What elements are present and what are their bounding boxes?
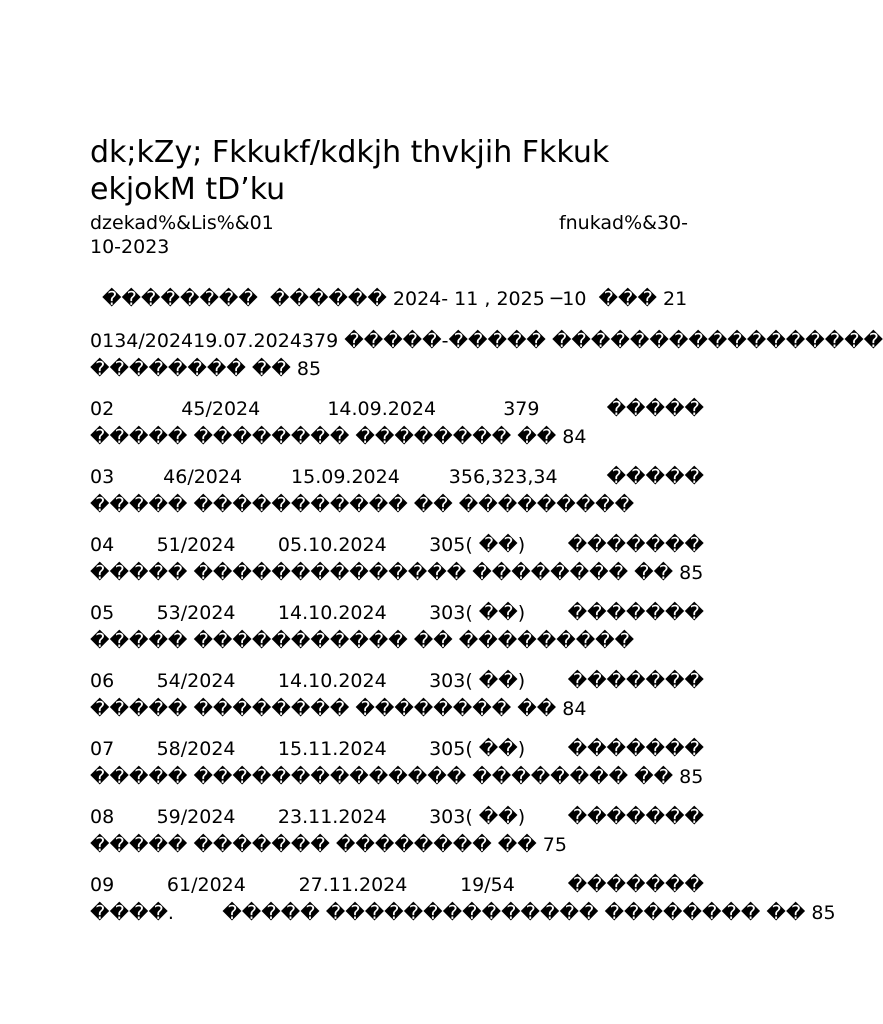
entry-serial: 06	[90, 670, 115, 692]
list-item	[90, 463, 704, 519]
entry-date: 23.11.2024	[277, 806, 387, 828]
entry-line1-rest: �������	[567, 534, 704, 556]
memo-number: dzekad%&Lis%&01	[90, 212, 274, 234]
entry-date: 15.11.2024	[277, 738, 387, 760]
entry-section: 303( ��)	[429, 806, 526, 828]
entry-line1-rest: �����	[606, 398, 704, 420]
memo-date-start: fnukad%&30-	[558, 212, 688, 234]
entry-line1-rest: �������	[567, 738, 704, 760]
subject-line: �������� ������ 2024- 11 , 2025 ─10 ��� 21	[96, 288, 688, 310]
entry-line2: �������� �� 85	[90, 358, 322, 380]
entry-date: 27.11.2024	[298, 874, 408, 896]
document-title	[90, 134, 704, 208]
entry-section: 305( ��)	[429, 534, 526, 556]
list-item	[90, 803, 704, 859]
entry-case-number: 53/2024	[156, 602, 236, 624]
entry-line1-rest: �������	[567, 670, 704, 692]
entry-serial: 03	[90, 466, 115, 488]
entry-line1-rest: �����	[606, 466, 704, 488]
entry-serial: 04	[90, 534, 115, 556]
list-item	[90, 327, 883, 383]
entry-line2: ����. ����� �������������� �������� �� 85	[90, 902, 836, 924]
list-item	[90, 531, 704, 587]
entry-serial: 02	[90, 398, 115, 420]
title-line-2: ekjokM tD’ku	[90, 172, 286, 207]
entry-list	[90, 327, 883, 927]
entry-section: 379	[503, 398, 540, 420]
list-item	[90, 667, 704, 723]
entry-line2: ����� ����������� �� ���������	[90, 494, 635, 516]
entry-serial: 08	[90, 806, 115, 828]
entry-line2: ����� �������������� �������� �� 85	[90, 562, 704, 584]
entry-line2: ����� ����������� �� ���������	[90, 630, 635, 652]
entry-section: 379 �����-	[301, 330, 449, 352]
entry-line2: ����� ������� �������� �� 75	[90, 834, 567, 856]
entry-section: 356,323,34	[448, 466, 558, 488]
entry-case-number: 59/2024	[156, 806, 236, 828]
entry-date: 14.09.2024	[327, 398, 437, 420]
entry-section: 303( ��)	[429, 670, 526, 692]
memo-header	[90, 211, 704, 259]
entry-date: 19.07.2024	[193, 330, 302, 352]
entry-line2: ����� �������� �������� �� 84	[90, 698, 587, 720]
entry-date: 14.10.2024	[277, 602, 387, 624]
entry-line1-rest: �������	[567, 602, 704, 624]
title-line-1: dk;kZy; Fkkukf/kdkjh thvkjih Fkkuk	[90, 135, 610, 170]
entry-line1-rest: �������	[567, 874, 704, 896]
entry-date: 14.10.2024	[277, 670, 387, 692]
entry-serial: 07	[90, 738, 115, 760]
list-item	[90, 871, 836, 927]
list-item	[90, 395, 704, 451]
entry-line2: ����� �������������� �������� �� 85	[90, 766, 704, 788]
entry-section: 303( ��)	[429, 602, 526, 624]
entry-line1-rest: �������	[567, 806, 704, 828]
entry-line1-rest: ����� �����������������	[448, 330, 883, 352]
entry-case-number: 58/2024	[156, 738, 236, 760]
entry-case-number: 61/2024	[166, 874, 246, 896]
entry-serial: 05	[90, 602, 115, 624]
entry-section: 305( ��)	[429, 738, 526, 760]
entry-section: 19/54	[460, 874, 515, 896]
entry-case-number: 34/2024	[114, 330, 194, 352]
list-item	[90, 735, 704, 791]
entry-line2: ����� �������� �������� �� 84	[90, 426, 587, 448]
memo-date-end: 10-2023	[90, 236, 170, 258]
entry-case-number: 51/2024	[156, 534, 236, 556]
entry-serial: 01	[90, 330, 115, 352]
entry-date: 05.10.2024	[277, 534, 387, 556]
entry-case-number: 54/2024	[156, 670, 236, 692]
entry-case-number: 46/2024	[163, 466, 243, 488]
entry-case-number: 45/2024	[181, 398, 261, 420]
list-item	[90, 599, 704, 655]
document-page	[90, 134, 883, 939]
entry-date: 15.09.2024	[291, 466, 400, 488]
entry-serial: 09	[90, 874, 115, 896]
